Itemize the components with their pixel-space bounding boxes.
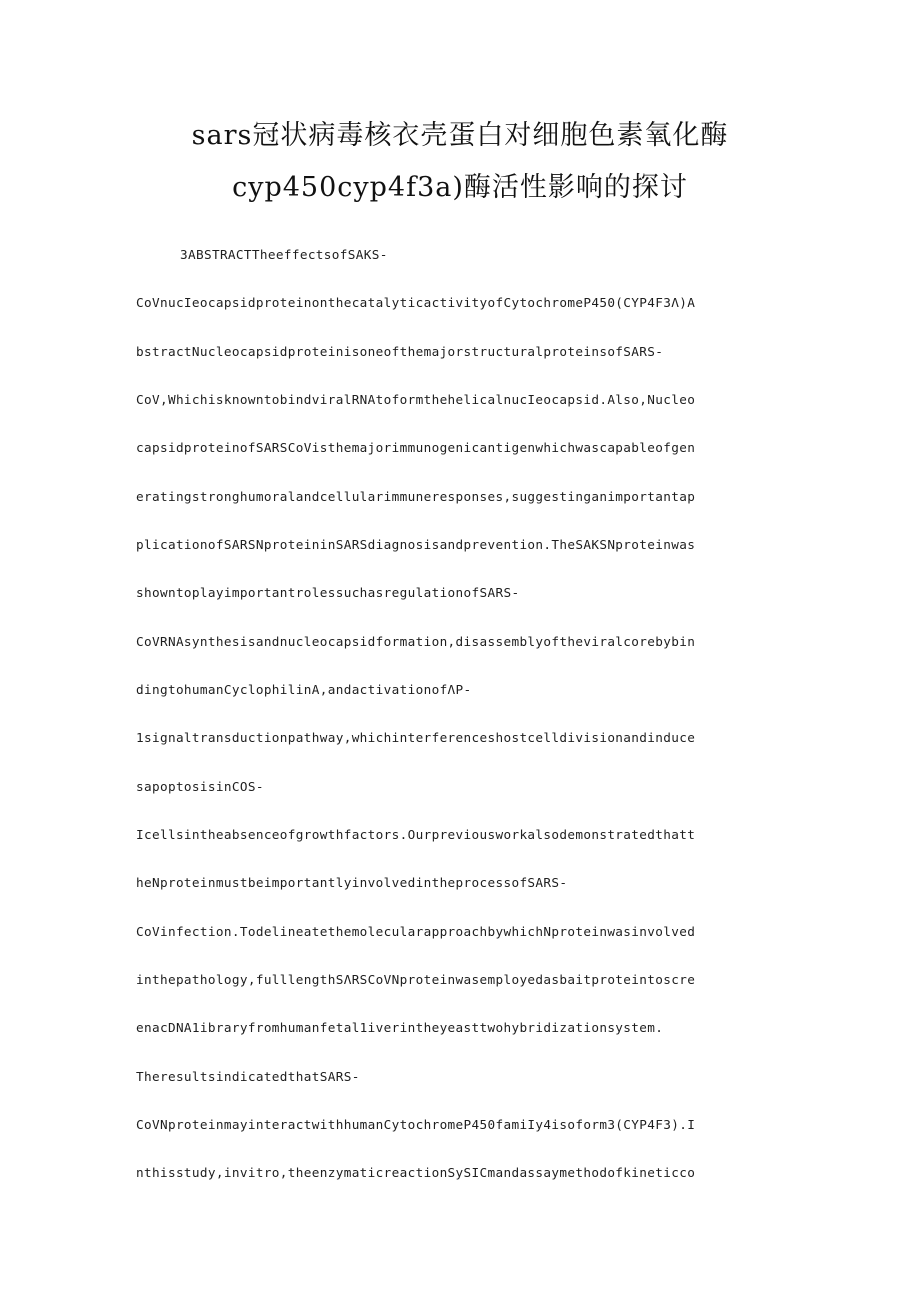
abstract-line: dingtohumanCyclophilinA,andactivationofΛP-	[136, 682, 472, 697]
abstract-line: showntoplayimportantrolessuchasregulationofSARS-	[136, 585, 520, 600]
abstract-line: plicationofSARSNproteininSARSdiagnosisandprevention.TheSAKSNproteinwas	[136, 537, 696, 552]
abstract-line: capsidproteinofSARSCoVisthemajorimmunogenicantigenwhichwascapableofgen	[136, 440, 696, 455]
abstract-line: nthisstudy,invitro,theenzymaticreactionSySICmandassaymethodofkineticco	[136, 1165, 696, 1180]
abstract-line: CoV,WhichisknowntobindviralRNAtoformthehelicalnucIeocapsid.Also,Nucleo	[136, 392, 696, 407]
abstract-line: 1signaltransductionpathway,whichinterferenceshostcelldivisionandinduce	[136, 730, 696, 745]
abstract-line: CoVnucIeocapsidproteinonthecatalyticactivityofCytochromeP450(CYP4F3Λ)A	[136, 295, 696, 310]
document-title-line-1: sars冠状病毒核衣壳蛋白对细胞色素氧化酶	[191, 120, 729, 151]
abstract-line: TheresultsindicatedthatSARS-	[136, 1069, 360, 1084]
abstract-line: CoVRNAsynthesisandnucleocapsidformation,disassemblyoftheviralcorebybin	[136, 634, 696, 649]
abstract-line: sapoptosisinCOS-	[136, 779, 264, 794]
abstract-line: enacDNA1ibraryfromhumanfetal1iverintheyeasttwohybridizationsystem.	[136, 1020, 664, 1035]
document-title-line-2: cyp450cyp4f3a)酶活性影响的探讨	[232, 172, 688, 203]
abstract-line: bstractNucleocapsidproteinisoneofthemajorstructuralproteinsofSARS-	[136, 344, 664, 359]
abstract-line: CoVinfection.TodelineatethemolecularapproachbywhichNproteinwasinvolved	[136, 924, 696, 939]
abstract-line: heNproteinmustbeimportantlyinvolvedintheprocessofSARS-	[136, 875, 568, 890]
abstract-line: 3ABSTRACTTheeffectsofSAKS-	[180, 247, 388, 262]
abstract-line: inthepathology,fulllengthSΛRSCoVNproteinwasemployedasbaitproteintoscre	[136, 972, 696, 987]
abstract-line: eratingstronghumoralandcellularimmuneresponses,suggestinganimportantap	[136, 489, 696, 504]
abstract-line: Icellsintheabsenceofgrowthfactors.Ourpreviousworkalsodemonstratedthatt	[136, 827, 696, 842]
abstract-line: CoVNproteinmayinteractwithhumanCytochromeP450famiIy4isoform3(CYP4F3).I	[136, 1117, 696, 1132]
